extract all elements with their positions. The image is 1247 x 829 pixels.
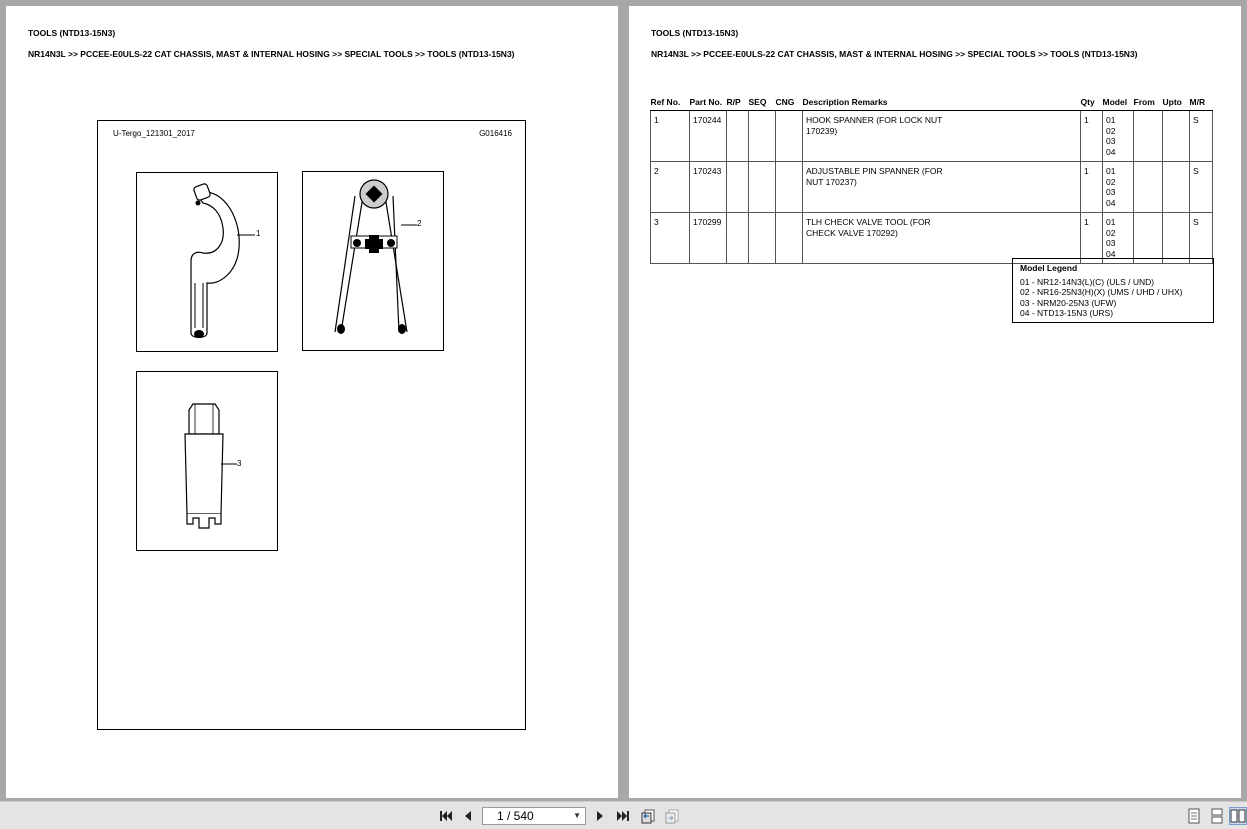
- qty-cell: 1: [1081, 111, 1103, 162]
- col-header-ref: Ref No.: [651, 92, 690, 111]
- description-line: CHECK VALVE 170292): [806, 227, 898, 238]
- part-number-cell: 170299: [690, 213, 727, 264]
- illustration-frame: [97, 120, 526, 730]
- description-cell: [803, 162, 1081, 213]
- from-cell: [1134, 213, 1163, 264]
- col-header-mr: M/R: [1190, 92, 1213, 111]
- rp-cell: [727, 213, 749, 264]
- upto-cell: [1163, 111, 1190, 162]
- ref-cell: 2: [651, 162, 690, 213]
- viewer-toolbar: [0, 801, 1247, 829]
- col-header-from: From: [1134, 92, 1163, 111]
- qty-cell: 1: [1081, 213, 1103, 264]
- upto-cell: [1163, 162, 1190, 213]
- model-code: 04: [1106, 248, 1116, 259]
- breadcrumb-path: NR14N3L >> PCCEE-E0ULS-22 CAT CHASSIS, MAST & INTERNAL HOSING >> SPECIAL TOOLS >> TOOLS (NTD13-15N3): [28, 49, 515, 59]
- legend-item: 02 - NR16-25N3(H)(X) (UMS / UHD / UHX): [1020, 287, 1183, 297]
- table-header-row: [651, 92, 1213, 111]
- description-cell: [803, 213, 1081, 264]
- cng-cell: [776, 111, 803, 162]
- col-header-seq: SEQ: [749, 92, 776, 111]
- upto-cell: [1163, 213, 1190, 264]
- legend-item: 04 - NTD13-15N3 (URS): [1020, 308, 1114, 318]
- first-page-icon[interactable]: [438, 808, 454, 824]
- hook-spanner-drawing: [136, 172, 278, 352]
- model-code: 01: [1106, 166, 1116, 176]
- mr-cell: S: [1190, 111, 1213, 162]
- table-row[interactable]: [651, 111, 1213, 162]
- table-row[interactable]: [651, 162, 1213, 213]
- legend-title: Model Legend: [1020, 263, 1078, 273]
- callout-1: 1: [256, 229, 261, 238]
- model-legend: [1012, 258, 1214, 323]
- model-code: 02: [1106, 125, 1116, 136]
- model-code: 01: [1106, 217, 1116, 227]
- page-indicator: 1 / 540: [497, 809, 534, 823]
- part-number-cell: 170244: [690, 111, 727, 162]
- check-valve-tool-drawing: [136, 371, 278, 551]
- model-code: 03: [1106, 238, 1116, 248]
- description-line: 170239): [806, 125, 838, 136]
- cng-cell: [776, 213, 803, 264]
- model-code: 04: [1106, 146, 1116, 157]
- two-page-view-icon[interactable]: [1230, 808, 1246, 824]
- seq-cell: [749, 111, 776, 162]
- description-line: NUT 170237): [806, 176, 857, 187]
- callout-3: 3: [237, 459, 242, 468]
- model-cell: [1103, 213, 1134, 264]
- col-header-part: Part No.: [690, 92, 727, 111]
- mr-cell: S: [1190, 162, 1213, 213]
- mr-cell: S: [1190, 213, 1213, 264]
- rp-cell: [727, 111, 749, 162]
- rp-cell: [727, 162, 749, 213]
- from-cell: [1134, 111, 1163, 162]
- model-cell: [1103, 162, 1134, 213]
- legend-item: 03 - NRM20-25N3 (UFW): [1020, 297, 1117, 308]
- col-header-rp: R/P: [727, 92, 749, 111]
- description-line: ADJUSTABLE PIN SPANNER (FOR: [806, 166, 943, 176]
- col-header-upto: Upto: [1163, 92, 1190, 111]
- cng-cell: [776, 162, 803, 213]
- legend-item: 01 - NR12-14N3(L)(C) (ULS / UND): [1020, 276, 1155, 287]
- left-page: [6, 6, 618, 798]
- seq-cell: [749, 213, 776, 264]
- description-line: TLH CHECK VALVE TOOL (FOR: [806, 217, 931, 227]
- col-header-cng: CNG: [776, 92, 803, 111]
- description-cell: [803, 111, 1081, 162]
- col-header-model: Model: [1103, 92, 1134, 111]
- qty-cell: 1: [1081, 162, 1103, 213]
- ref-cell: 1: [651, 111, 690, 162]
- go-back-icon[interactable]: [640, 808, 656, 824]
- illustration-id-label: U-Tergo_121301_2017: [113, 129, 195, 138]
- table-row[interactable]: [651, 213, 1213, 264]
- from-cell: [1134, 162, 1163, 213]
- col-header-description: Description Remarks: [803, 92, 1081, 111]
- previous-page-icon[interactable]: [460, 808, 476, 824]
- figure-code-label: G016416: [479, 129, 512, 138]
- parts-table: [650, 92, 1213, 264]
- model-code: 02: [1106, 176, 1116, 187]
- model-code: 01: [1106, 115, 1116, 125]
- continuous-view-icon[interactable]: [1209, 808, 1225, 824]
- breadcrumb-path: NR14N3L >> PCCEE-E0ULS-22 CAT CHASSIS, MAST & INTERNAL HOSING >> SPECIAL TOOLS >> TOOLS (NTD13-15N3): [651, 49, 1138, 59]
- model-code: 02: [1106, 227, 1116, 238]
- model-code: 03: [1106, 187, 1116, 197]
- page-title: TOOLS (NTD13-15N3): [28, 28, 116, 38]
- page-title: TOOLS (NTD13-15N3): [651, 28, 739, 38]
- model-code: 04: [1106, 197, 1116, 208]
- col-header-qty: Qty: [1081, 92, 1103, 111]
- seq-cell: [749, 162, 776, 213]
- ref-cell: 3: [651, 213, 690, 264]
- right-page: [629, 6, 1241, 798]
- part-number-cell: 170243: [690, 162, 727, 213]
- description-line: HOOK SPANNER (FOR LOCK NUT: [806, 115, 943, 125]
- model-code: 03: [1106, 136, 1116, 146]
- chevron-down-icon: ▼: [573, 811, 581, 820]
- callout-2: 2: [417, 219, 422, 228]
- page-number-select[interactable]: [482, 807, 586, 825]
- pin-spanner-drawing: [302, 171, 444, 351]
- model-cell: [1103, 111, 1134, 162]
- go-forward-icon[interactable]: [664, 808, 680, 824]
- next-page-icon[interactable]: [592, 808, 608, 824]
- single-page-view-icon[interactable]: [1186, 808, 1202, 824]
- last-page-icon[interactable]: [615, 808, 631, 824]
